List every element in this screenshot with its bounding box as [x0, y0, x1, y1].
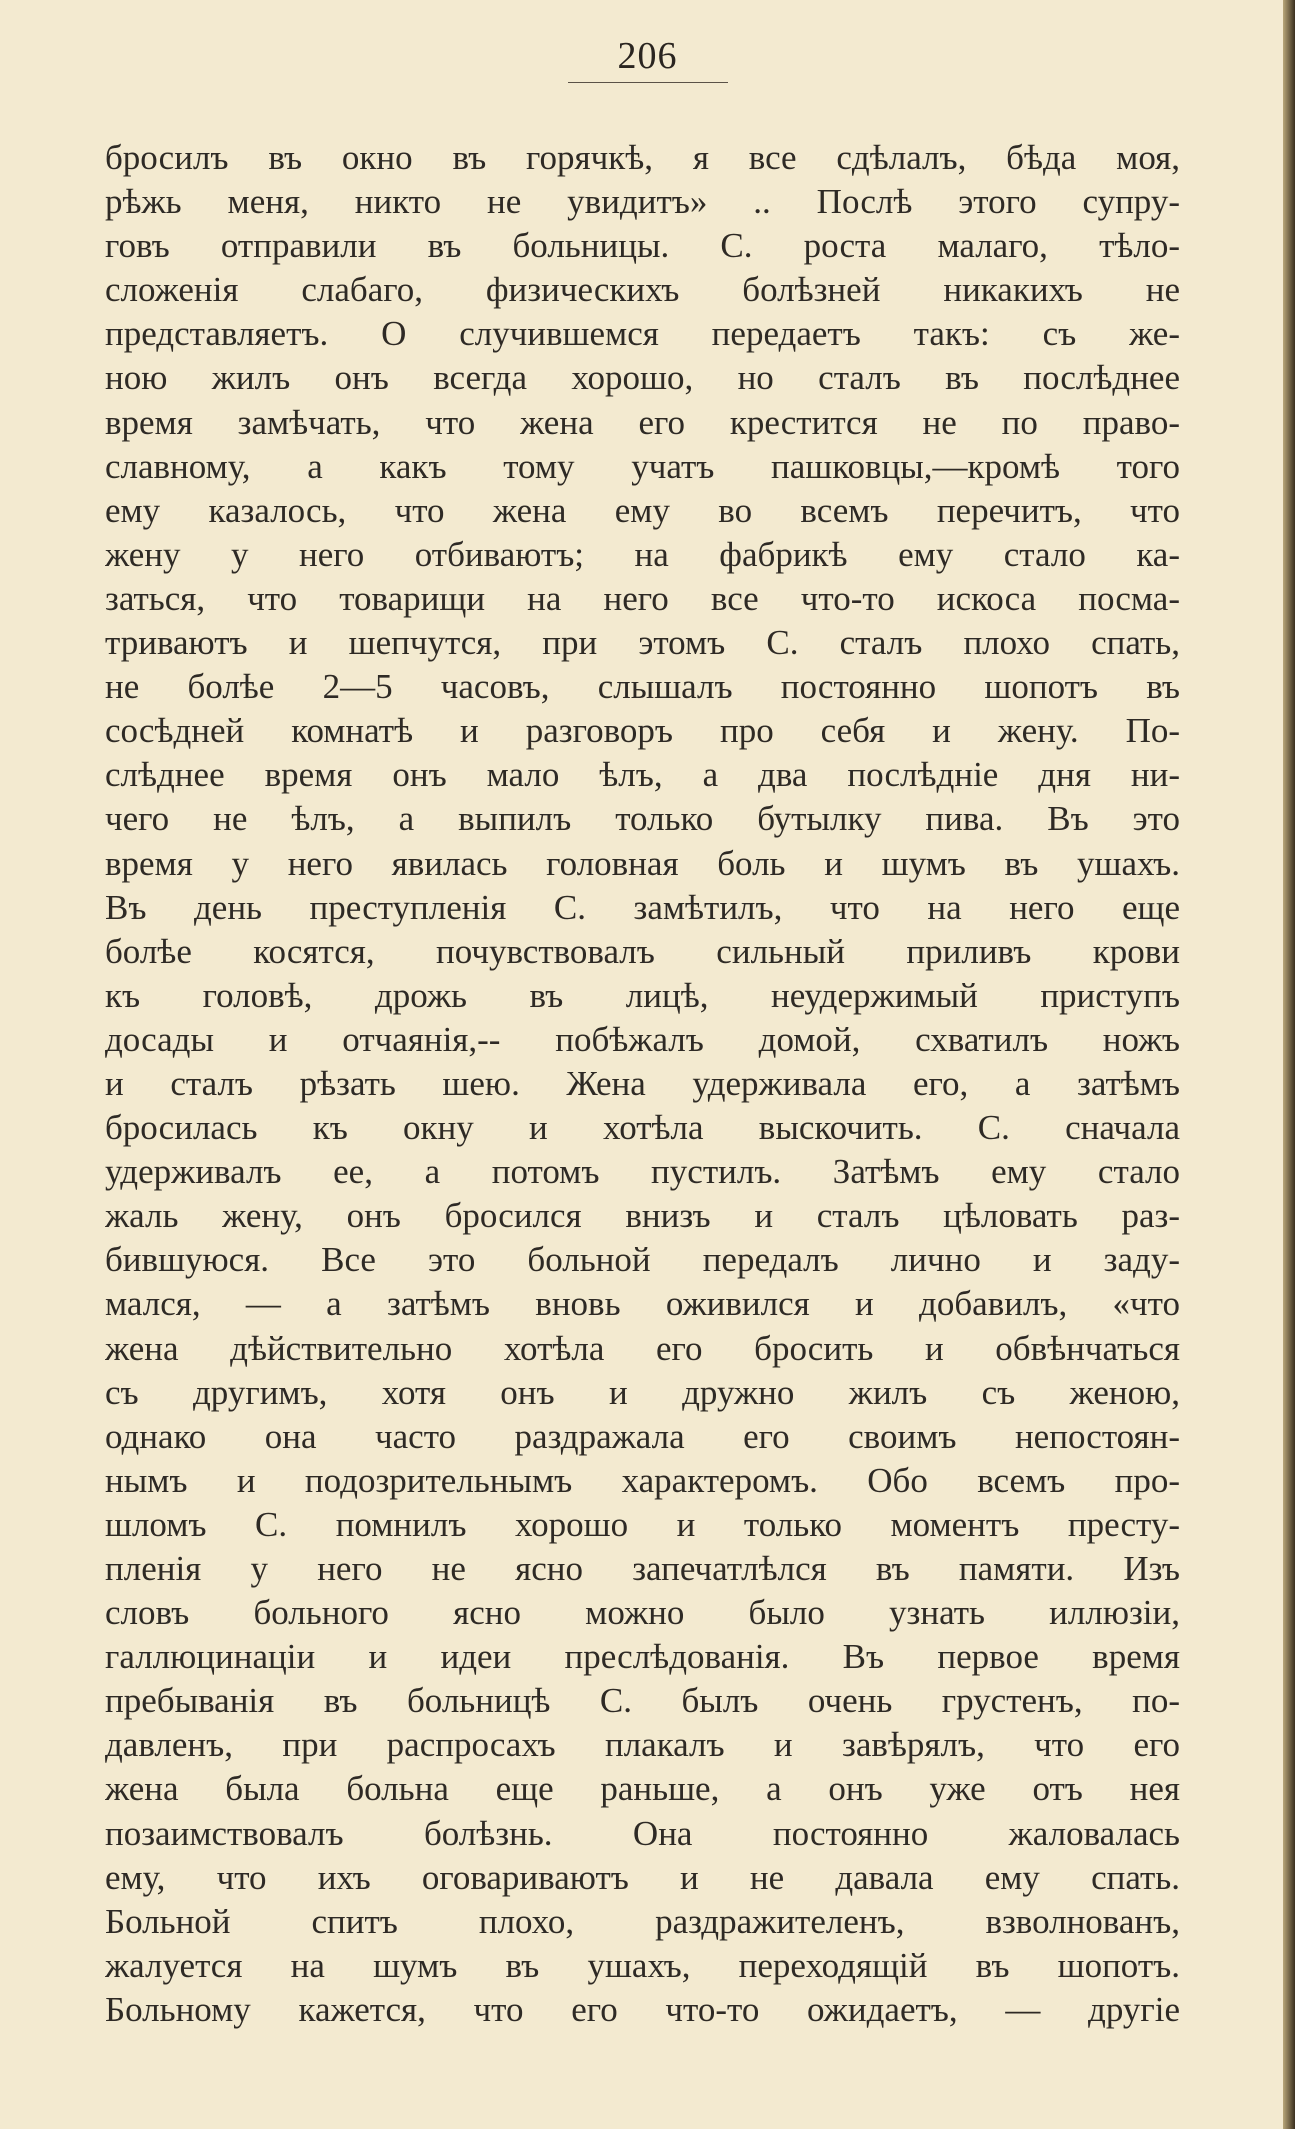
text-line: славному, а какъ тому учатъ пашковцы,—кромѣ того [105, 446, 1180, 486]
text-line: Больной спитъ плохо, раздражителенъ, взволнованъ, [105, 1901, 1180, 1941]
text-line: галлюцинаціи и идеи преслѣдованія. Въ первое время [105, 1637, 1180, 1677]
text-line: къ головѣ, дрожь въ лицѣ, неудержимый приступъ [105, 975, 1180, 1015]
text-line: болѣе косятся, почувствовалъ сильный приливъ крови [105, 931, 1180, 971]
text-line: бросилась къ окну и хотѣла выскочить. С. сначала [105, 1108, 1180, 1148]
text-line: удерживалъ ее, а потомъ пустилъ. Затѣмъ ему стало [105, 1152, 1180, 1192]
text-line: позаимствовалъ болѣзнь. Она постоянно жаловалась [105, 1813, 1180, 1853]
text-line: сложенія слабаго, физическихъ болѣзней никакихъ не [105, 270, 1180, 310]
text-line: бившуюся. Все это больной передалъ лично и заду- [105, 1240, 1180, 1280]
text-line: пребыванія въ больницѣ С. былъ очень грустенъ, по- [105, 1681, 1180, 1721]
text-line: Въ день преступленія С. замѣтилъ, что на него еще [105, 887, 1180, 927]
header-rule [568, 82, 728, 83]
text-line: ему, что ихъ оговариваютъ и не давала ему спать. [105, 1857, 1180, 1897]
text-line: представляетъ. О случившемся передаетъ такъ: съ же- [105, 314, 1180, 354]
text-line: заться, что товарищи на него все что-то искоса посма- [105, 578, 1180, 618]
text-line: рѣжь меня, никто не увидитъ» .. Послѣ этого супру- [105, 182, 1180, 222]
text-line: пленія у него не ясно запечатлѣлся въ памяти. Изъ [105, 1549, 1180, 1588]
text-line: и сталъ рѣзать шею. Жена удерживала его, а затѣмъ [105, 1063, 1180, 1103]
text-line: мался, — а затѣмъ вновь оживился и добавилъ, «что [105, 1284, 1180, 1324]
page-edge-shadow [1283, 0, 1295, 2129]
text-line: досады и отчаянія,-- побѣжалъ домой, схватилъ ножъ [105, 1019, 1180, 1059]
text-line: шломъ С. помнилъ хорошо и только моментъ престу- [105, 1504, 1180, 1544]
text-line: нымъ и подозрительнымъ характеромъ. Обо всемъ про- [105, 1460, 1180, 1500]
text-line: словъ больного ясно можно было узнать иллюзіи, [105, 1593, 1180, 1633]
text-line: жену у него отбиваютъ; на фабрикѣ ему стало ка- [105, 534, 1180, 574]
text-line: триваютъ и шепчутся, при этомъ С. сталъ плохо спать, [105, 623, 1180, 663]
page-number: 206 [617, 35, 678, 77]
text-line: жалуется на шумъ въ ушахъ, переходящій въ шопотъ. [105, 1945, 1180, 1985]
text-line: съ другимъ, хотя онъ и дружно жилъ съ женою, [105, 1372, 1180, 1412]
text-line: не болѣе 2—5 часовъ, слышалъ постоянно шопотъ въ [105, 667, 1180, 707]
text-line: чего не ѣлъ, а выпилъ только бутылку пива. Въ это [105, 799, 1180, 839]
text-line: бросилъ въ окно въ горячкѣ, я все сдѣлалъ, бѣда моя, [105, 138, 1180, 177]
text-line: ему казалось, что жена ему во всемъ перечитъ, что [105, 490, 1180, 530]
text-line: жена дѣйствительно хотѣла его бросить и обвѣнчаться [105, 1328, 1180, 1368]
text-line: жена была больна еще раньше, а онъ уже отъ нея [105, 1769, 1180, 1809]
text-line: время замѣчать, что жена его крестится не по право- [105, 402, 1180, 442]
text-line: ною жилъ онъ всегда хорошо, но сталъ въ послѣднее [105, 358, 1180, 398]
text-line: Больному кажется, что его что-то ожидаетъ, — другіе [105, 1989, 1180, 2029]
text-line: говъ отправили въ больницы. С. роста малаго, тѣло- [105, 226, 1180, 266]
text-line: сосѣдней комнатѣ и разговоръ про себя и жену. По- [105, 711, 1180, 751]
body-text [105, 136, 1180, 2032]
text-line: время у него явилась головная боль и шумъ въ ушахъ. [105, 843, 1180, 883]
text-line: однако она часто раздражала его своимъ непостоян- [105, 1416, 1180, 1456]
text-line: давленъ, при распросахъ плакалъ и завѣрялъ, что его [105, 1725, 1180, 1765]
text-line: слѣднее время онъ мало ѣлъ, а два послѣдніе дня ни- [105, 755, 1180, 795]
text-line: жаль жену, онъ бросился внизъ и сталъ цѣловать раз- [105, 1196, 1180, 1236]
